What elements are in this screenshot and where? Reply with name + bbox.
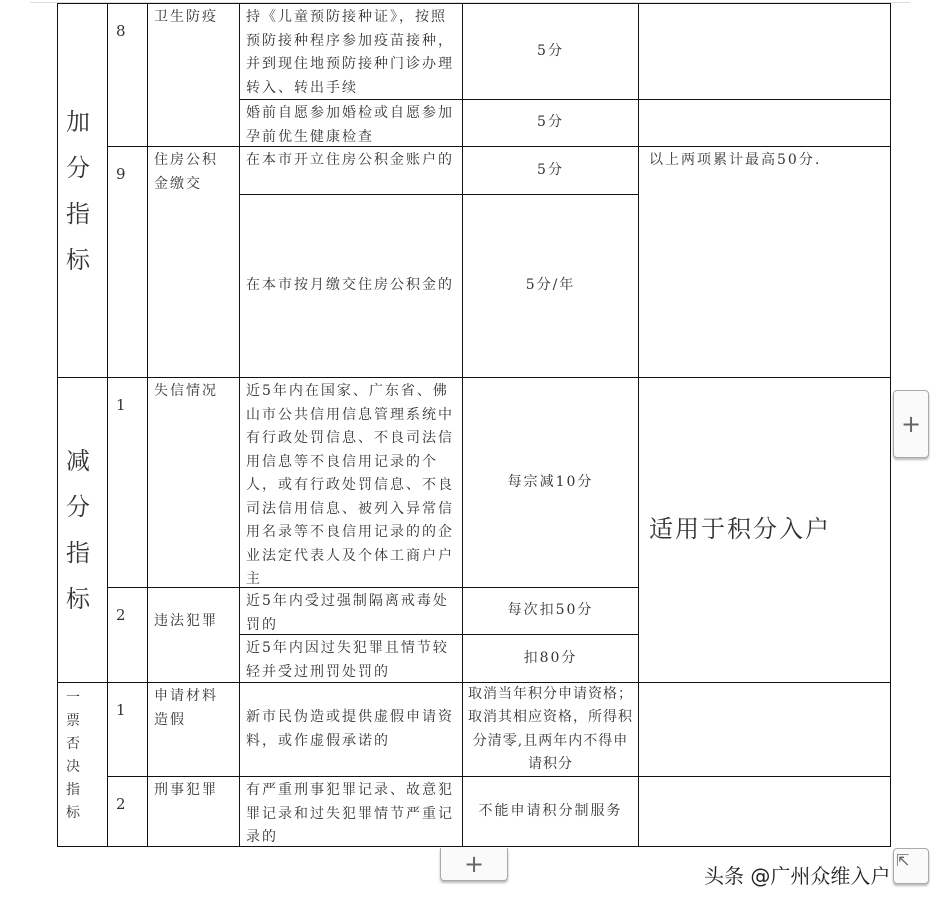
item-desc: 持《儿童预防接种证》，按照预防接种程序参加疫苗接种，并到现住地预防接种门诊办理转入、转出手续 xyxy=(239,3,463,100)
item-score: 每次扣50分 xyxy=(462,587,639,635)
section-label: 加分指标 xyxy=(66,107,92,274)
row-number: 1 xyxy=(107,682,148,777)
plus-icon: + xyxy=(463,850,485,878)
item-desc-text: 新市民伪造或提供虚假申请资料，或作虚假承诺的 xyxy=(246,709,454,749)
row-number: 2 xyxy=(107,776,148,847)
item-score: 5分 xyxy=(462,146,639,195)
item-score: 5分/年 xyxy=(462,194,639,378)
row-number: 9 xyxy=(107,146,148,378)
item-score: 5分 xyxy=(462,99,639,147)
expand-table-button[interactable] xyxy=(893,848,929,884)
section-veto xyxy=(57,682,108,847)
row-category: 失信情况 xyxy=(147,377,240,588)
section-label: 减分指标 xyxy=(66,447,92,613)
section-bonus xyxy=(57,3,108,378)
row-category: 刑事犯罪 xyxy=(147,776,240,847)
watermark: 头条 @广州众维入户 xyxy=(704,864,891,888)
row-number: 2 xyxy=(107,587,148,683)
item-desc: 婚前自愿参加婚检或自愿参加孕前优生健康检查 xyxy=(239,99,463,147)
item-desc: 在本市开立住房公积金账户的 xyxy=(239,146,463,195)
item-score: 取消当年积分申请资格；取消其相应资格，所得积分清零,且两年内不得申请积分 xyxy=(462,682,639,777)
note-cell xyxy=(638,3,891,100)
item-desc-text: 在本市按月缴交住房公积金的 xyxy=(246,277,454,294)
item-desc: 近5年内在国家、广东省、佛山市公共信用信息管理系统中有行政处罚信息、不良司法信用信息等不良信用记录的个人，或有行政处罚信息、不良司法信用信息、被列入异常信用名录等不良信用记录的的企业法定代表人及个体工商户户主 xyxy=(239,377,463,588)
add-column-button[interactable] xyxy=(893,390,929,458)
item-desc xyxy=(239,682,463,777)
item-desc: 近5年内因过失犯罪且情节较轻并受过刑罚处罚的 xyxy=(239,634,463,683)
row-category: 申请材料造假 xyxy=(147,682,240,777)
plus-icon: + xyxy=(900,410,922,438)
deduct-note-cell xyxy=(638,377,891,683)
item-desc: 有严重刑事犯罪记录、故意犯罪记录和过失犯罪情节严重记录的 xyxy=(239,776,463,847)
note-cell: 以上两项累计最高50分. xyxy=(638,146,891,378)
deduct-note: 适用于积分入户 xyxy=(649,515,831,544)
row-category: 违法犯罪 xyxy=(147,587,240,683)
row-category: 住房公积金缴交 xyxy=(147,146,240,378)
note-cell xyxy=(638,99,891,147)
expand-icon: ⇱ xyxy=(896,851,910,870)
row-number: 1 xyxy=(107,377,148,588)
item-desc xyxy=(239,194,463,378)
item-desc: 近5年内受过强制隔离戒毒处罚的 xyxy=(239,587,463,635)
row-category: 卫生防疫 xyxy=(147,3,240,147)
item-score: 不能申请积分制服务 xyxy=(462,776,639,847)
note-cell xyxy=(638,682,891,777)
section-label: 一票否决指标 xyxy=(66,690,82,821)
row-number: 8 xyxy=(107,3,148,147)
add-row-button[interactable] xyxy=(440,848,508,881)
item-score: 5分 xyxy=(462,3,639,100)
item-score: 扣80分 xyxy=(462,634,639,683)
section-deduct xyxy=(57,377,108,683)
item-score: 每宗减10分 xyxy=(462,377,639,588)
note-cell xyxy=(638,776,891,847)
